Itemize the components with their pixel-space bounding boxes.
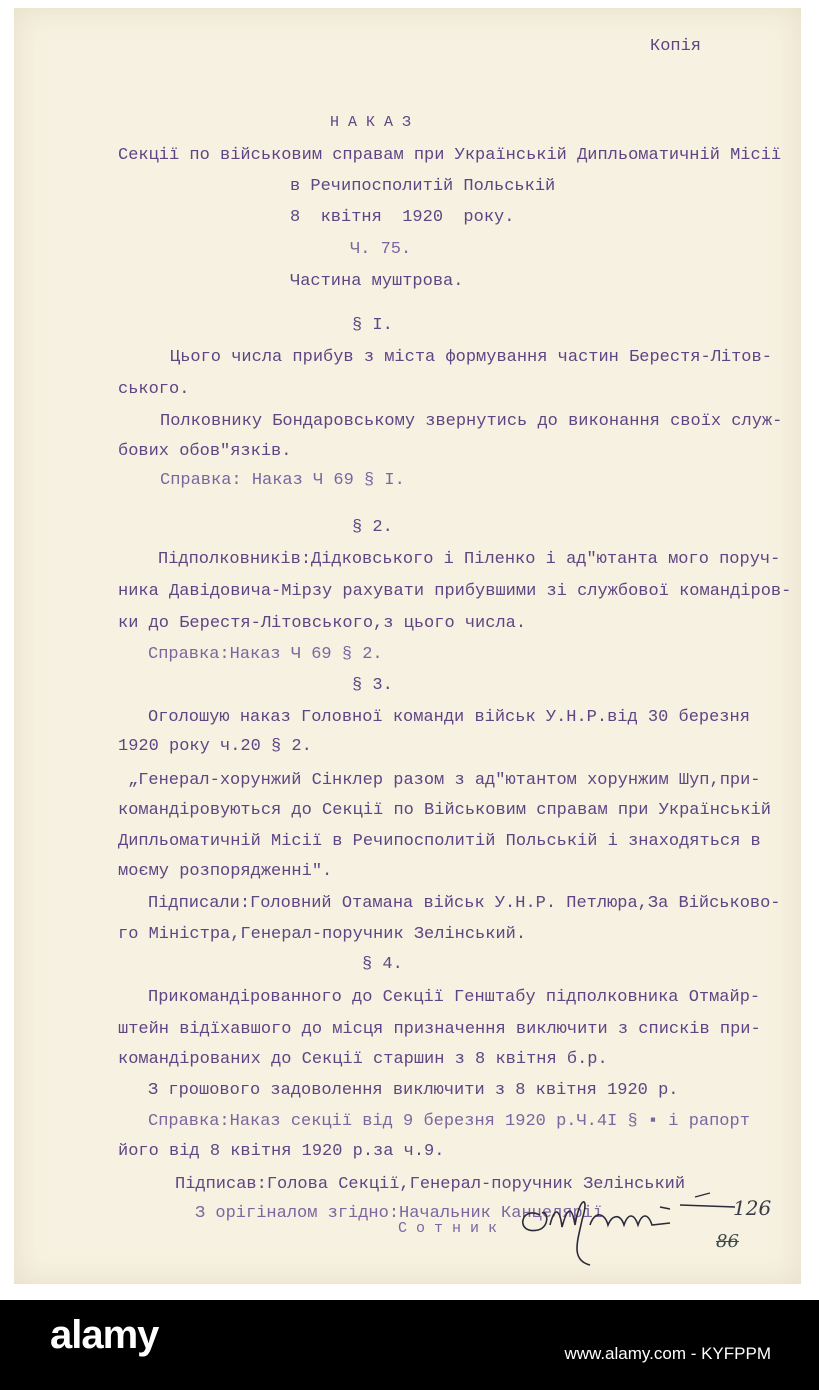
header-line: Секції по військовим справам при Українській Дипльоматичній Місії — [118, 146, 782, 165]
section-line: ки до Берестя-Літовського,з цього числа. — [118, 614, 527, 633]
archive-number-crossed: 86 — [716, 1231, 739, 1252]
section-heading: § 3. — [352, 676, 393, 695]
header-date: 8 квітня 1920 року. — [290, 208, 515, 227]
order-number: Ч. 75. — [350, 240, 412, 259]
section-line: 1920 року ч.20 § 2. — [118, 737, 312, 756]
section-line: Підписали:Головний Отамана військ У.Н.Р. Петлюра,За Військово- — [148, 894, 781, 913]
section-line: Цього числа прибув з міста формування частин Берестя-Літов- — [170, 348, 772, 367]
signed-by-line: Підписав:Голова Секції,Генерал-поручник Зелінський — [175, 1175, 686, 1194]
section-reference: Справка: Наказ Ч 69 § I. — [160, 471, 405, 490]
section-line: Підполковників:Дідковського і Піленко і ад"ютанта мого поруч- — [158, 550, 781, 569]
order-part: Частина муштрова. — [290, 272, 464, 291]
section-line: Прикомандірованного до Секції Генштабу підполковника Отмайр- — [148, 988, 761, 1007]
section-line: ського. — [118, 380, 190, 399]
section-heading: § 2. — [352, 518, 393, 537]
section-line: командірованих до Секції старшин з 8 квітня б.р. — [118, 1050, 608, 1069]
section-line: Дипльоматичній Місії в Речипосполитій Польській і знаходяться в — [118, 832, 761, 851]
document-title: Н А К А З — [330, 114, 412, 131]
certified-copy-line: З орігіналом згідно:Начальник Канцелярії — [195, 1204, 604, 1223]
alamy-logo: alamy — [50, 1313, 159, 1357]
section-line: бових обов"язків. — [118, 442, 292, 461]
section-line: „Генерал-хорунжий Сінклер разом з ад"ютантом хорунжим Шуп,при- — [128, 771, 761, 790]
section-line: штейн відїхавшого до місця призначення виключити з списків при- — [118, 1020, 761, 1039]
section-reference: Справка:Наказ Ч 69 § 2. — [148, 645, 383, 664]
section-heading: § I. — [352, 316, 393, 335]
section-line: командіровуються до Секції по Військовим справам при Українській — [118, 801, 771, 820]
section-heading: § 4. — [362, 955, 403, 974]
section-line: ника Давідовича-Мірзу рахувати прибувшими зі службової командіров- — [118, 582, 792, 601]
archive-number: 126 — [733, 1196, 772, 1220]
copy-mark: Копія — [650, 37, 702, 56]
section-line: Оголошую наказ Головної команди військ У.Н.Р.від 30 березня — [148, 708, 750, 727]
section-reference: Справка:Наказ секції від 9 березня 1920 р.Ч.4I § ▪ і рапорт — [148, 1112, 750, 1131]
section-line: З грошового задоволення виключити з 8 квітня 1920 р. — [148, 1081, 679, 1100]
section-line: Полковнику Бондаровському звернутись до виконання своїх служ- — [160, 412, 783, 431]
section-line: го Міністра,Генерал-поручник Зелінський. — [118, 925, 527, 944]
stock-id: www.alamy.com - KYFPPM — [564, 1344, 771, 1363]
header-line: в Речипосполитій Польській — [290, 177, 556, 196]
section-line: його від 8 квітня 1920 р.за ч.9. — [118, 1142, 445, 1161]
section-line: моєму розпорядженні". — [118, 862, 333, 881]
rank-line: С о т н и к — [398, 1220, 498, 1237]
